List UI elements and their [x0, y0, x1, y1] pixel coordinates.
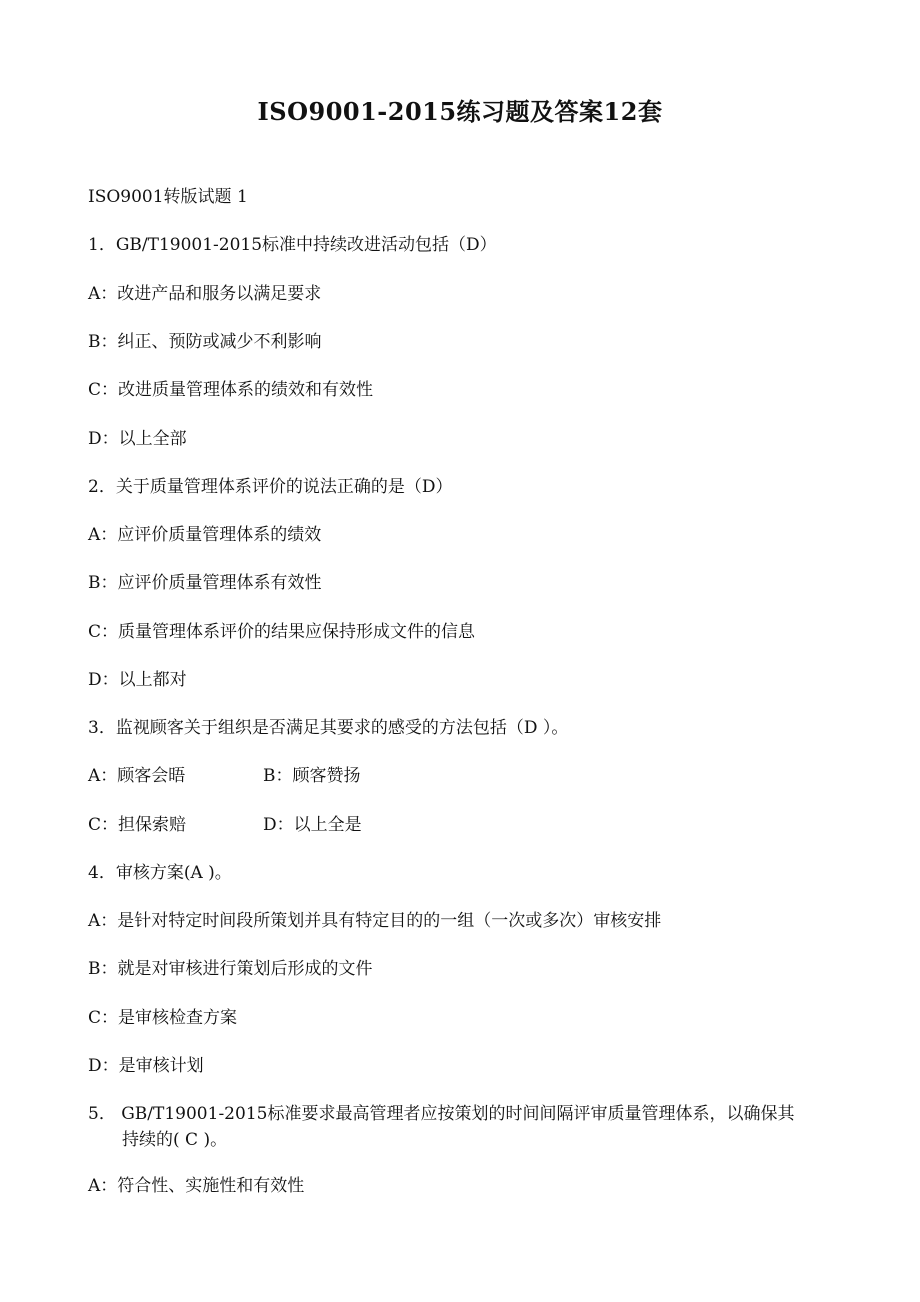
q1-stem: 1．GB/T19001-2015标准中持续改进活动包括（D） — [88, 235, 497, 255]
q5-option-a: A：符合性、实施性和有效性 — [88, 1176, 305, 1196]
q3-row-cd — [88, 812, 848, 838]
q2-option-c: C：质量管理体系评价的结果应保持形成文件的信息 — [88, 622, 476, 642]
q1-option-a: A：改进产品和服务以满足要求 — [88, 284, 322, 304]
q3-option-d: D：以上全是 — [263, 815, 362, 835]
q4-stem: 4．审核方案(A )。 — [88, 863, 232, 883]
q5-stem-line2: 持续的( C )。 — [122, 1130, 228, 1150]
q3-option-b: B：顾客赞扬 — [263, 766, 361, 786]
q4-option-c: C：是审核检查方案 — [88, 1008, 238, 1028]
q2-option-b: B：应评价质量管理体系有效性 — [88, 573, 322, 593]
q2-option-d: D：以上都对 — [88, 670, 187, 690]
q2-stem: 2．关于质量管理体系评价的说法正确的是（D） — [88, 477, 453, 497]
q1-option-b: B：纠正、预防或减少不利影响 — [88, 332, 322, 352]
q1-option-c: C：改进质量管理体系的绩效和有效性 — [88, 380, 374, 400]
q2-option-a: A：应评价质量管理体系的绩效 — [88, 525, 322, 545]
test-subtitle: ISO9001转版试题 1 — [88, 187, 248, 207]
q3-row-ab — [88, 763, 848, 789]
q4-option-d: D：是审核计划 — [88, 1056, 204, 1076]
q3-stem: 3．监视顾客关于组织是否满足其要求的感受的方法包括（D ）。 — [88, 718, 569, 738]
q3-option-c: C：担保索赔 — [88, 815, 187, 835]
q4-option-a: A：是针对特定时间段所策划并具有特定目的的一组（一次或多次）审核安排 — [88, 911, 662, 931]
q4-option-b: B：就是对审核进行策划后形成的文件 — [88, 959, 373, 979]
document-title: ISO9001-2015练习题及答案12套 — [257, 97, 663, 126]
q1-option-d: D：以上全部 — [88, 429, 187, 449]
q5-stem-line1: 5． GB/T19001-2015标准要求最高管理者应按策划的时间间隔评审质量管理体系，以确保其 — [88, 1104, 795, 1124]
q3-option-a: A：顾客会晤 — [88, 766, 186, 786]
